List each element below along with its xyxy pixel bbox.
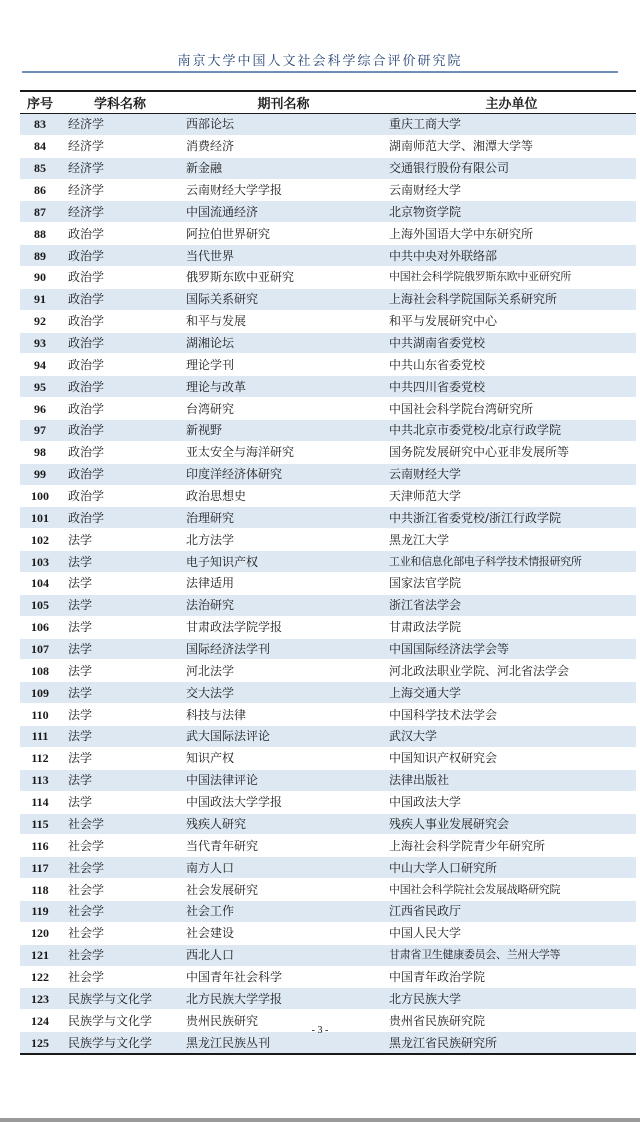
- cell-sponsor: 中国知识产权研究会: [387, 747, 636, 769]
- cell-index: 87: [20, 201, 60, 223]
- cell-journal: 武大国际法评论: [180, 726, 387, 748]
- table-row: [20, 594, 636, 616]
- cell-sponsor: 中国科学技术法学会: [387, 704, 636, 726]
- column-header-journal: 期刊名称: [180, 91, 387, 114]
- cell-sponsor: 江西省民政厅: [387, 900, 636, 922]
- table-row: [20, 114, 636, 136]
- cell-sponsor: 上海社会科学院青少年研究所: [387, 835, 636, 857]
- cell-index: 103: [20, 551, 60, 573]
- cell-journal: 消费经济: [180, 135, 387, 157]
- cell-sponsor: 甘肃政法学院: [387, 616, 636, 638]
- cell-journal: 法治研究: [180, 594, 387, 616]
- column-header-subject: 学科名称: [60, 91, 180, 114]
- cell-sponsor: 甘肃省卫生健康委员会、兰州大学等: [387, 944, 636, 966]
- cell-index: 106: [20, 616, 60, 638]
- table-row: [20, 857, 636, 879]
- cell-sponsor: 贵州省民族研究院: [387, 1010, 636, 1032]
- cell-sponsor: 中国人民大学: [387, 922, 636, 944]
- table-row: [20, 813, 636, 835]
- table-row: [20, 267, 636, 289]
- cell-sponsor: 云南财经大学: [387, 463, 636, 485]
- cell-subject: 政治学: [60, 354, 180, 376]
- cell-subject: 法学: [60, 529, 180, 551]
- cell-sponsor: 黑龙江大学: [387, 529, 636, 551]
- cell-subject: 法学: [60, 638, 180, 660]
- cell-index: 98: [20, 441, 60, 463]
- cell-subject: 政治学: [60, 463, 180, 485]
- cell-journal: 黑龙江民族丛刊: [180, 1032, 387, 1054]
- cell-journal: 知识产权: [180, 747, 387, 769]
- cell-journal: 残疾人研究: [180, 813, 387, 835]
- table-row: [20, 726, 636, 748]
- cell-subject: 法学: [60, 704, 180, 726]
- cell-index: 97: [20, 420, 60, 442]
- cell-journal: 科技与法律: [180, 704, 387, 726]
- cell-subject: 法学: [60, 682, 180, 704]
- cell-journal: 阿拉伯世界研究: [180, 223, 387, 245]
- cell-journal: 南方人口: [180, 857, 387, 879]
- cell-index: 124: [20, 1010, 60, 1032]
- cell-sponsor: 和平与发展研究中心: [387, 310, 636, 332]
- table-row: [20, 157, 636, 179]
- cell-journal: 印度洋经济体研究: [180, 463, 387, 485]
- cell-index: 121: [20, 944, 60, 966]
- cell-journal: 甘肃政法学院学报: [180, 616, 387, 638]
- cell-index: 90: [20, 267, 60, 289]
- cell-index: 91: [20, 288, 60, 310]
- cell-journal: 国际关系研究: [180, 288, 387, 310]
- table-row: [20, 769, 636, 791]
- table-row: [20, 682, 636, 704]
- column-header-index: 序号: [20, 91, 60, 114]
- cell-index: 114: [20, 791, 60, 813]
- cell-subject: 经济学: [60, 157, 180, 179]
- cell-journal: 国际经济法学刊: [180, 638, 387, 660]
- cell-index: 116: [20, 835, 60, 857]
- table-row: [20, 310, 636, 332]
- cell-sponsor: 云南财经大学: [387, 179, 636, 201]
- cell-subject: 民族学与文化学: [60, 988, 180, 1010]
- cell-sponsor: 中国社会科学院社会发展战略研究院: [387, 879, 636, 901]
- cell-journal: 理论与改革: [180, 376, 387, 398]
- cell-index: 92: [20, 310, 60, 332]
- cell-subject: 政治学: [60, 245, 180, 267]
- cell-index: 112: [20, 747, 60, 769]
- cell-sponsor: 上海交通大学: [387, 682, 636, 704]
- cell-index: 113: [20, 769, 60, 791]
- table-row: [20, 835, 636, 857]
- cell-index: 120: [20, 922, 60, 944]
- cell-subject: 法学: [60, 594, 180, 616]
- cell-index: 110: [20, 704, 60, 726]
- cell-sponsor: 中国社会科学院俄罗斯东欧中亚研究所: [387, 267, 636, 289]
- cell-index: 118: [20, 879, 60, 901]
- cell-journal: 西部论坛: [180, 114, 387, 136]
- cell-journal: 台湾研究: [180, 398, 387, 420]
- cell-subject: 政治学: [60, 332, 180, 354]
- cell-journal: 和平与发展: [180, 310, 387, 332]
- cell-subject: 法学: [60, 769, 180, 791]
- cell-index: 123: [20, 988, 60, 1010]
- cell-index: 115: [20, 813, 60, 835]
- cell-journal: 社会发展研究: [180, 879, 387, 901]
- cell-index: 102: [20, 529, 60, 551]
- cell-journal: 中国政法大学学报: [180, 791, 387, 813]
- cell-subject: 法学: [60, 791, 180, 813]
- cell-subject: 法学: [60, 616, 180, 638]
- table-row: [20, 944, 636, 966]
- table-row: [20, 551, 636, 573]
- cell-subject: 政治学: [60, 398, 180, 420]
- cell-subject: 经济学: [60, 135, 180, 157]
- cell-index: 96: [20, 398, 60, 420]
- cell-index: 101: [20, 507, 60, 529]
- cell-index: 109: [20, 682, 60, 704]
- cell-index: 104: [20, 573, 60, 595]
- cell-sponsor: 湖南师范大学、湘潭大学等: [387, 135, 636, 157]
- column-header-sponsor: 主办单位: [387, 91, 636, 114]
- cell-journal: 北方法学: [180, 529, 387, 551]
- cell-subject: 民族学与文化学: [60, 1032, 180, 1054]
- cell-subject: 法学: [60, 726, 180, 748]
- cell-subject: 经济学: [60, 201, 180, 223]
- cell-journal: 亚太安全与海洋研究: [180, 441, 387, 463]
- cell-subject: 法学: [60, 573, 180, 595]
- cell-journal: 当代青年研究: [180, 835, 387, 857]
- table-row: [20, 660, 636, 682]
- cell-sponsor: 中共中央对外联络部: [387, 245, 636, 267]
- table-row: [20, 507, 636, 529]
- cell-subject: 法学: [60, 551, 180, 573]
- cell-sponsor: 交通银行股份有限公司: [387, 157, 636, 179]
- cell-sponsor: 国家法官学院: [387, 573, 636, 595]
- cell-subject: 政治学: [60, 420, 180, 442]
- cell-journal: 贵州民族研究: [180, 1010, 387, 1032]
- cell-index: 85: [20, 157, 60, 179]
- table-row: [20, 704, 636, 726]
- table-row: [20, 201, 636, 223]
- cell-subject: 政治学: [60, 310, 180, 332]
- cell-sponsor: 法律出版社: [387, 769, 636, 791]
- page-number: - 3 -: [311, 1025, 329, 1036]
- cell-sponsor: 中共浙江省委党校/浙江行政学院: [387, 507, 636, 529]
- table-row: [20, 485, 636, 507]
- table-header-row: [20, 91, 636, 114]
- cell-journal: 政治思想史: [180, 485, 387, 507]
- cell-subject: 社会学: [60, 944, 180, 966]
- table-row: [20, 791, 636, 813]
- table-row: [20, 441, 636, 463]
- cell-subject: 社会学: [60, 879, 180, 901]
- table-row: [20, 573, 636, 595]
- cell-index: 93: [20, 332, 60, 354]
- cell-index: 89: [20, 245, 60, 267]
- cell-sponsor: 中共山东省委党校: [387, 354, 636, 376]
- cell-sponsor: 中共湖南省委党校: [387, 332, 636, 354]
- cell-sponsor: 国务院发展研究中心亚非发展所等: [387, 441, 636, 463]
- cell-sponsor: 中国社会科学院台湾研究所: [387, 398, 636, 420]
- cell-journal: 中国法律评论: [180, 769, 387, 791]
- cell-journal: 电子知识产权: [180, 551, 387, 573]
- cell-sponsor: 中共四川省委党校: [387, 376, 636, 398]
- cell-sponsor: 重庆工商大学: [387, 114, 636, 136]
- table-row: [20, 179, 636, 201]
- cell-sponsor: 河北政法职业学院、河北省法学会: [387, 660, 636, 682]
- table-row: [20, 879, 636, 901]
- table-row: [20, 354, 636, 376]
- cell-subject: 法学: [60, 747, 180, 769]
- table-row: [20, 420, 636, 442]
- cell-subject: 社会学: [60, 857, 180, 879]
- cell-subject: 政治学: [60, 288, 180, 310]
- table-body: [20, 114, 636, 1054]
- cell-sponsor: 武汉大学: [387, 726, 636, 748]
- cell-sponsor: 中国政法大学: [387, 791, 636, 813]
- cell-journal: 社会工作: [180, 900, 387, 922]
- table-row: [20, 529, 636, 551]
- cell-index: 83: [20, 114, 60, 136]
- cell-journal: 中国青年社会科学: [180, 966, 387, 988]
- cell-index: 122: [20, 966, 60, 988]
- cell-sponsor: 残疾人事业发展研究会: [387, 813, 636, 835]
- cell-journal: 新视野: [180, 420, 387, 442]
- bottom-edge-bar: [0, 1118, 640, 1122]
- cell-journal: 交大法学: [180, 682, 387, 704]
- cell-journal: 北方民族大学学报: [180, 988, 387, 1010]
- page-header-title: 南京大学中国人文社会科学综合评价研究院: [177, 54, 463, 69]
- cell-journal: 云南财经大学学报: [180, 179, 387, 201]
- cell-journal: 俄罗斯东欧中亚研究: [180, 267, 387, 289]
- cell-subject: 政治学: [60, 485, 180, 507]
- cell-sponsor: 中国青年政治学院: [387, 966, 636, 988]
- table-row: [20, 332, 636, 354]
- cell-subject: 法学: [60, 660, 180, 682]
- header-divider: [22, 71, 618, 73]
- journal-table-container: [20, 90, 636, 1055]
- cell-journal: 理论学刊: [180, 354, 387, 376]
- cell-subject: 经济学: [60, 114, 180, 136]
- cell-sponsor: 北京物资学院: [387, 201, 636, 223]
- table-row: [20, 638, 636, 660]
- table-row: [20, 966, 636, 988]
- cell-index: 94: [20, 354, 60, 376]
- cell-journal: 中国流通经济: [180, 201, 387, 223]
- cell-journal: 湖湘论坛: [180, 332, 387, 354]
- table-row: [20, 245, 636, 267]
- cell-subject: 政治学: [60, 223, 180, 245]
- cell-index: 84: [20, 135, 60, 157]
- cell-subject: 政治学: [60, 267, 180, 289]
- cell-journal: 当代世界: [180, 245, 387, 267]
- table-row: [20, 988, 636, 1010]
- cell-sponsor: 上海外国语大学中东研究所: [387, 223, 636, 245]
- journal-table: [20, 90, 636, 1055]
- table-row: [20, 922, 636, 944]
- table-row: [20, 398, 636, 420]
- cell-index: 105: [20, 594, 60, 616]
- cell-sponsor: 工业和信息化部电子科学技术情报研究所: [387, 551, 636, 573]
- cell-subject: 社会学: [60, 835, 180, 857]
- cell-subject: 经济学: [60, 179, 180, 201]
- cell-subject: 社会学: [60, 922, 180, 944]
- cell-subject: 政治学: [60, 507, 180, 529]
- cell-index: 107: [20, 638, 60, 660]
- cell-sponsor: 中山大学人口研究所: [387, 857, 636, 879]
- cell-journal: 新金融: [180, 157, 387, 179]
- table-row: [20, 376, 636, 398]
- table-row: [20, 900, 636, 922]
- cell-index: 111: [20, 726, 60, 748]
- table-row: [20, 463, 636, 485]
- cell-sponsor: 黑龙江省民族研究所: [387, 1032, 636, 1054]
- cell-sponsor: 北方民族大学: [387, 988, 636, 1010]
- cell-index: 125: [20, 1032, 60, 1054]
- cell-subject: 社会学: [60, 966, 180, 988]
- cell-journal: 法律适用: [180, 573, 387, 595]
- cell-journal: 社会建设: [180, 922, 387, 944]
- table-row: [20, 616, 636, 638]
- cell-index: 99: [20, 463, 60, 485]
- cell-index: 86: [20, 179, 60, 201]
- cell-subject: 政治学: [60, 376, 180, 398]
- cell-subject: 民族学与文化学: [60, 1010, 180, 1032]
- cell-sponsor: 中国国际经济法学会等: [387, 638, 636, 660]
- cell-index: 95: [20, 376, 60, 398]
- cell-subject: 社会学: [60, 900, 180, 922]
- cell-sponsor: 天津师范大学: [387, 485, 636, 507]
- table-row: [20, 135, 636, 157]
- cell-index: 88: [20, 223, 60, 245]
- cell-index: 100: [20, 485, 60, 507]
- cell-index: 119: [20, 900, 60, 922]
- cell-index: 117: [20, 857, 60, 879]
- cell-journal: 河北法学: [180, 660, 387, 682]
- table-row: [20, 747, 636, 769]
- cell-index: 108: [20, 660, 60, 682]
- table-row: [20, 223, 636, 245]
- cell-subject: 社会学: [60, 813, 180, 835]
- cell-sponsor: 浙江省法学会: [387, 594, 636, 616]
- cell-subject: 政治学: [60, 441, 180, 463]
- table-row: [20, 288, 636, 310]
- cell-journal: 西北人口: [180, 944, 387, 966]
- cell-sponsor: 上海社会科学院国际关系研究所: [387, 288, 636, 310]
- cell-sponsor: 中共北京市委党校/北京行政学院: [387, 420, 636, 442]
- cell-journal: 治理研究: [180, 507, 387, 529]
